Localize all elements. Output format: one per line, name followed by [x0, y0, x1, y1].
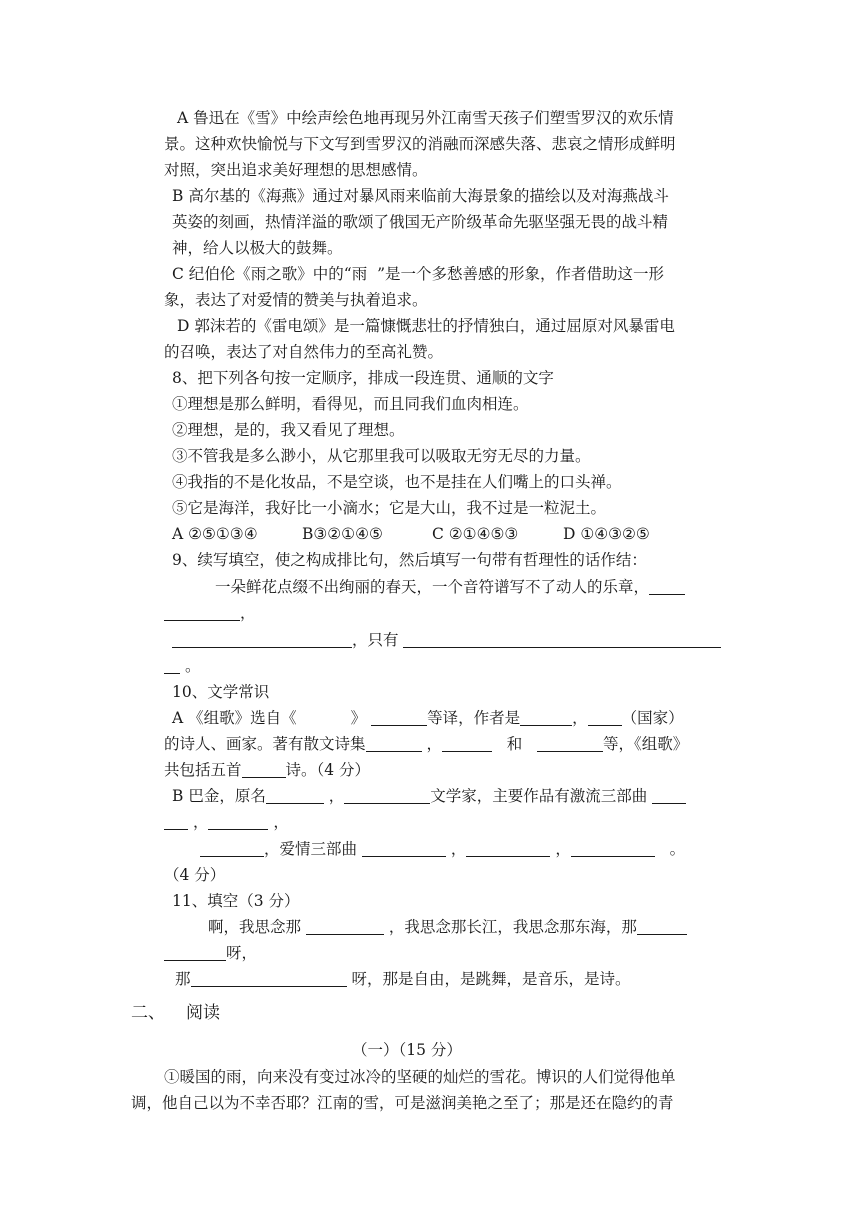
q7-option-a-line3: 对照，突出追求美好理想的思想感情。 — [164, 161, 428, 179]
q10-b-blank-aiqing1[interactable] — [362, 840, 446, 857]
q9-blank-1b[interactable] — [164, 604, 240, 621]
q9-blank-3a[interactable] — [403, 631, 721, 648]
q10-b-blank-jiliu1b[interactable] — [164, 813, 188, 830]
q10-b-line2 — [164, 812, 289, 832]
q8-choice-c: C ②①④⑤③ — [432, 525, 519, 543]
q9-blank-2[interactable] — [172, 631, 352, 648]
q8-choice-b: B③②①④⑤ — [302, 525, 383, 543]
q9-comma: ， — [240, 604, 256, 622]
section-title: 阅读 — [186, 1003, 220, 1023]
q8-sentence-4: ④我指的不是化妆品，不是空谈，也不是挂在人们嘴上的口头禅。 — [172, 473, 622, 491]
q10-a-blank-translator[interactable] — [371, 709, 427, 726]
q7-option-b-line3: 神，给人以极大的鼓舞。 — [172, 239, 343, 257]
q10-stem: 10、文学常识 — [172, 683, 270, 701]
q11-stem: 11、填空（3 分） — [172, 892, 300, 910]
q10-a-text-11: 诗。（4 分） — [285, 761, 371, 779]
q10-b-text-2: ， — [328, 787, 345, 805]
q10-a-text-4: ， — [572, 709, 588, 727]
q8-sentence-5: ⑤它是海洋，我好比一小滴水；它是大山，我不过是一粒泥土。 — [172, 499, 607, 517]
q9-end: 。 — [184, 657, 201, 675]
q8-choice-a: A ②⑤①③④ — [172, 525, 258, 543]
q8-choice-d: D ①④③②⑤ — [563, 525, 650, 543]
q10-a-text-3: 等译，作者是 — [427, 709, 521, 727]
q11-line1 — [208, 917, 687, 937]
q10-b-text-4: ， — [192, 813, 209, 831]
q10-a-text-10: 共包括五首 — [164, 761, 242, 779]
q8-sentence-1: ①理想是那么鲜明，看得见，而且同我们血肉相连。 — [172, 395, 529, 413]
q10-b-text-9: 。 — [669, 840, 686, 858]
q7-option-a-line1: A 鲁迅在《雪》中绘声绘色地再现另外江南雪天孩子们塑雪罗汉的欢乐情 — [177, 109, 674, 127]
q8-sentence-2: ②理想，是的，我又看见了理想。 — [172, 421, 405, 439]
q10-a-line3 — [164, 760, 370, 780]
q10-b-line3 — [200, 839, 685, 859]
q7-option-d-line2: 的召唤，表达了对自然伟力的至高礼赞。 — [164, 343, 444, 361]
q9-line1 — [215, 577, 685, 597]
q10-b-text-7: ， — [450, 840, 467, 858]
q7-option-b-line2: 英姿的刻画，热情洋溢的歌颂了俄国无产阶级革命先驱坚强无畏的战斗精 — [172, 213, 669, 231]
q10-b-blank-jiliu3[interactable] — [200, 840, 264, 857]
q10-b-blank-country[interactable] — [344, 787, 430, 804]
q9-zhiyou: ，只有 — [352, 631, 399, 649]
q11-blank-3[interactable] — [191, 970, 347, 987]
q7-option-c-line2: 象，表达了对爱情的赞美与执着追求。 — [164, 291, 428, 309]
q10-a-blank-collection3[interactable] — [537, 735, 603, 752]
q10-a-text-1: A 《组歌》选自《 — [172, 709, 297, 727]
q10-b-blank-jiliu2[interactable] — [208, 813, 268, 830]
q11-blank-2a[interactable] — [637, 918, 687, 935]
q10-a-line2 — [164, 734, 688, 754]
q10-b-blank-name[interactable] — [266, 787, 324, 804]
q11-text-4: 那 — [175, 970, 191, 988]
q10-b-text-8: ， — [555, 840, 571, 858]
q8-sentence-3: ③不管我是多么渺小，从它那里我可以吸取无穷无尽的力量。 — [172, 447, 591, 465]
q8-stem: 8、把下列各句按一定顺序，排成一段连贯、通顺的文字 — [172, 369, 554, 387]
q10-b-score: （4 分） — [164, 866, 226, 884]
q11-text-1: 啊，我思念那 — [208, 918, 302, 936]
q11-text-5: 呀，那是自由，是跳舞，是音乐，是诗。 — [351, 970, 631, 988]
q10-b-text-5: ， — [273, 813, 289, 831]
q10-a-line1 — [172, 708, 684, 728]
reading-para-line1: ①暖国的雨，向来没有变过冰冷的坚硬的灿烂的雪花。博识的人们觉得他单 — [164, 1068, 676, 1086]
q9-line4 — [164, 656, 200, 676]
reading-heading: （一）（15 分） — [352, 1041, 462, 1059]
q11-line2 — [164, 943, 257, 963]
q9-blank-1a[interactable] — [649, 578, 685, 595]
q9-line3 — [172, 630, 721, 650]
q10-a-blank-form[interactable] — [242, 761, 286, 778]
q11-line3 — [175, 969, 630, 989]
q11-blank-1[interactable] — [306, 918, 384, 935]
q11-blank-2b[interactable] — [164, 944, 226, 961]
q9-line1-text: 一朵鲜花点缀不出绚丽的春天，一个音符谱写不了动人的乐章， — [215, 578, 650, 596]
q10-a-text-5: （国家） — [621, 709, 684, 727]
q10-b-blank-jiliu1a[interactable] — [652, 787, 686, 804]
q7-option-a-line2: 景。这种欢快愉悦与下文写到雪罗汉的消融而深感失落、悲哀之情形成鲜明 — [164, 135, 676, 153]
q10-a-text-2: 》 — [350, 709, 367, 727]
q10-b-line1 — [172, 786, 686, 806]
q10-b-text-1: B 巴金，原名 — [172, 787, 266, 805]
q9-blank-3b[interactable] — [164, 657, 180, 674]
section-number: 二、 — [131, 1003, 165, 1023]
q9-stem: 9、续写填空，使之构成排比句，然后填写一句带有哲理性的话作结： — [172, 551, 647, 569]
q10-b-text-6: ，爱情三部曲 — [264, 840, 358, 858]
q10-a-blank-collection2[interactable] — [442, 735, 492, 752]
q9-line2 — [164, 603, 256, 623]
q7-option-b-line1: B 高尔基的《海燕》通过对暴风雨来临前大海景象的描绘以及对海燕战斗 — [172, 187, 669, 205]
q10-b-blank-aiqing3[interactable] — [571, 840, 655, 857]
q10-b-blank-aiqing2[interactable] — [466, 840, 550, 857]
q10-b-text-3: 文学家，主要作品有激流三部曲 — [430, 787, 648, 805]
reading-para-line2: 调，他自己以为不幸否耶？江南的雪，可是滋润美艳之至了；那是还在隐约的青 — [131, 1094, 674, 1112]
q10-a-blank-collection1[interactable] — [366, 735, 422, 752]
q10-a-text-9: 等，《组歌》 — [603, 735, 689, 753]
q10-a-blank-country[interactable] — [588, 709, 622, 726]
q11-text-2: ，我思念那长江，我思念那东海，那 — [388, 918, 637, 936]
q7-option-c-line1: C 纪伯伦《雨之歌》中的“雨 ”是一个多愁善感的形象，作者借助这一形 — [172, 265, 664, 283]
q10-a-text-6: 的诗人、画家。著有散文诗集 — [164, 735, 366, 753]
q10-a-text-7: ， — [426, 735, 442, 753]
q10-a-blank-author[interactable] — [520, 709, 572, 726]
q11-text-3: 呀， — [226, 944, 258, 962]
q10-a-text-8: 和 — [506, 735, 523, 753]
q7-option-d-line1: D 郭沫若的《雷电颂》是一篇慷慨悲壮的抒情独白，通过屈原对风暴雷电 — [177, 317, 675, 335]
